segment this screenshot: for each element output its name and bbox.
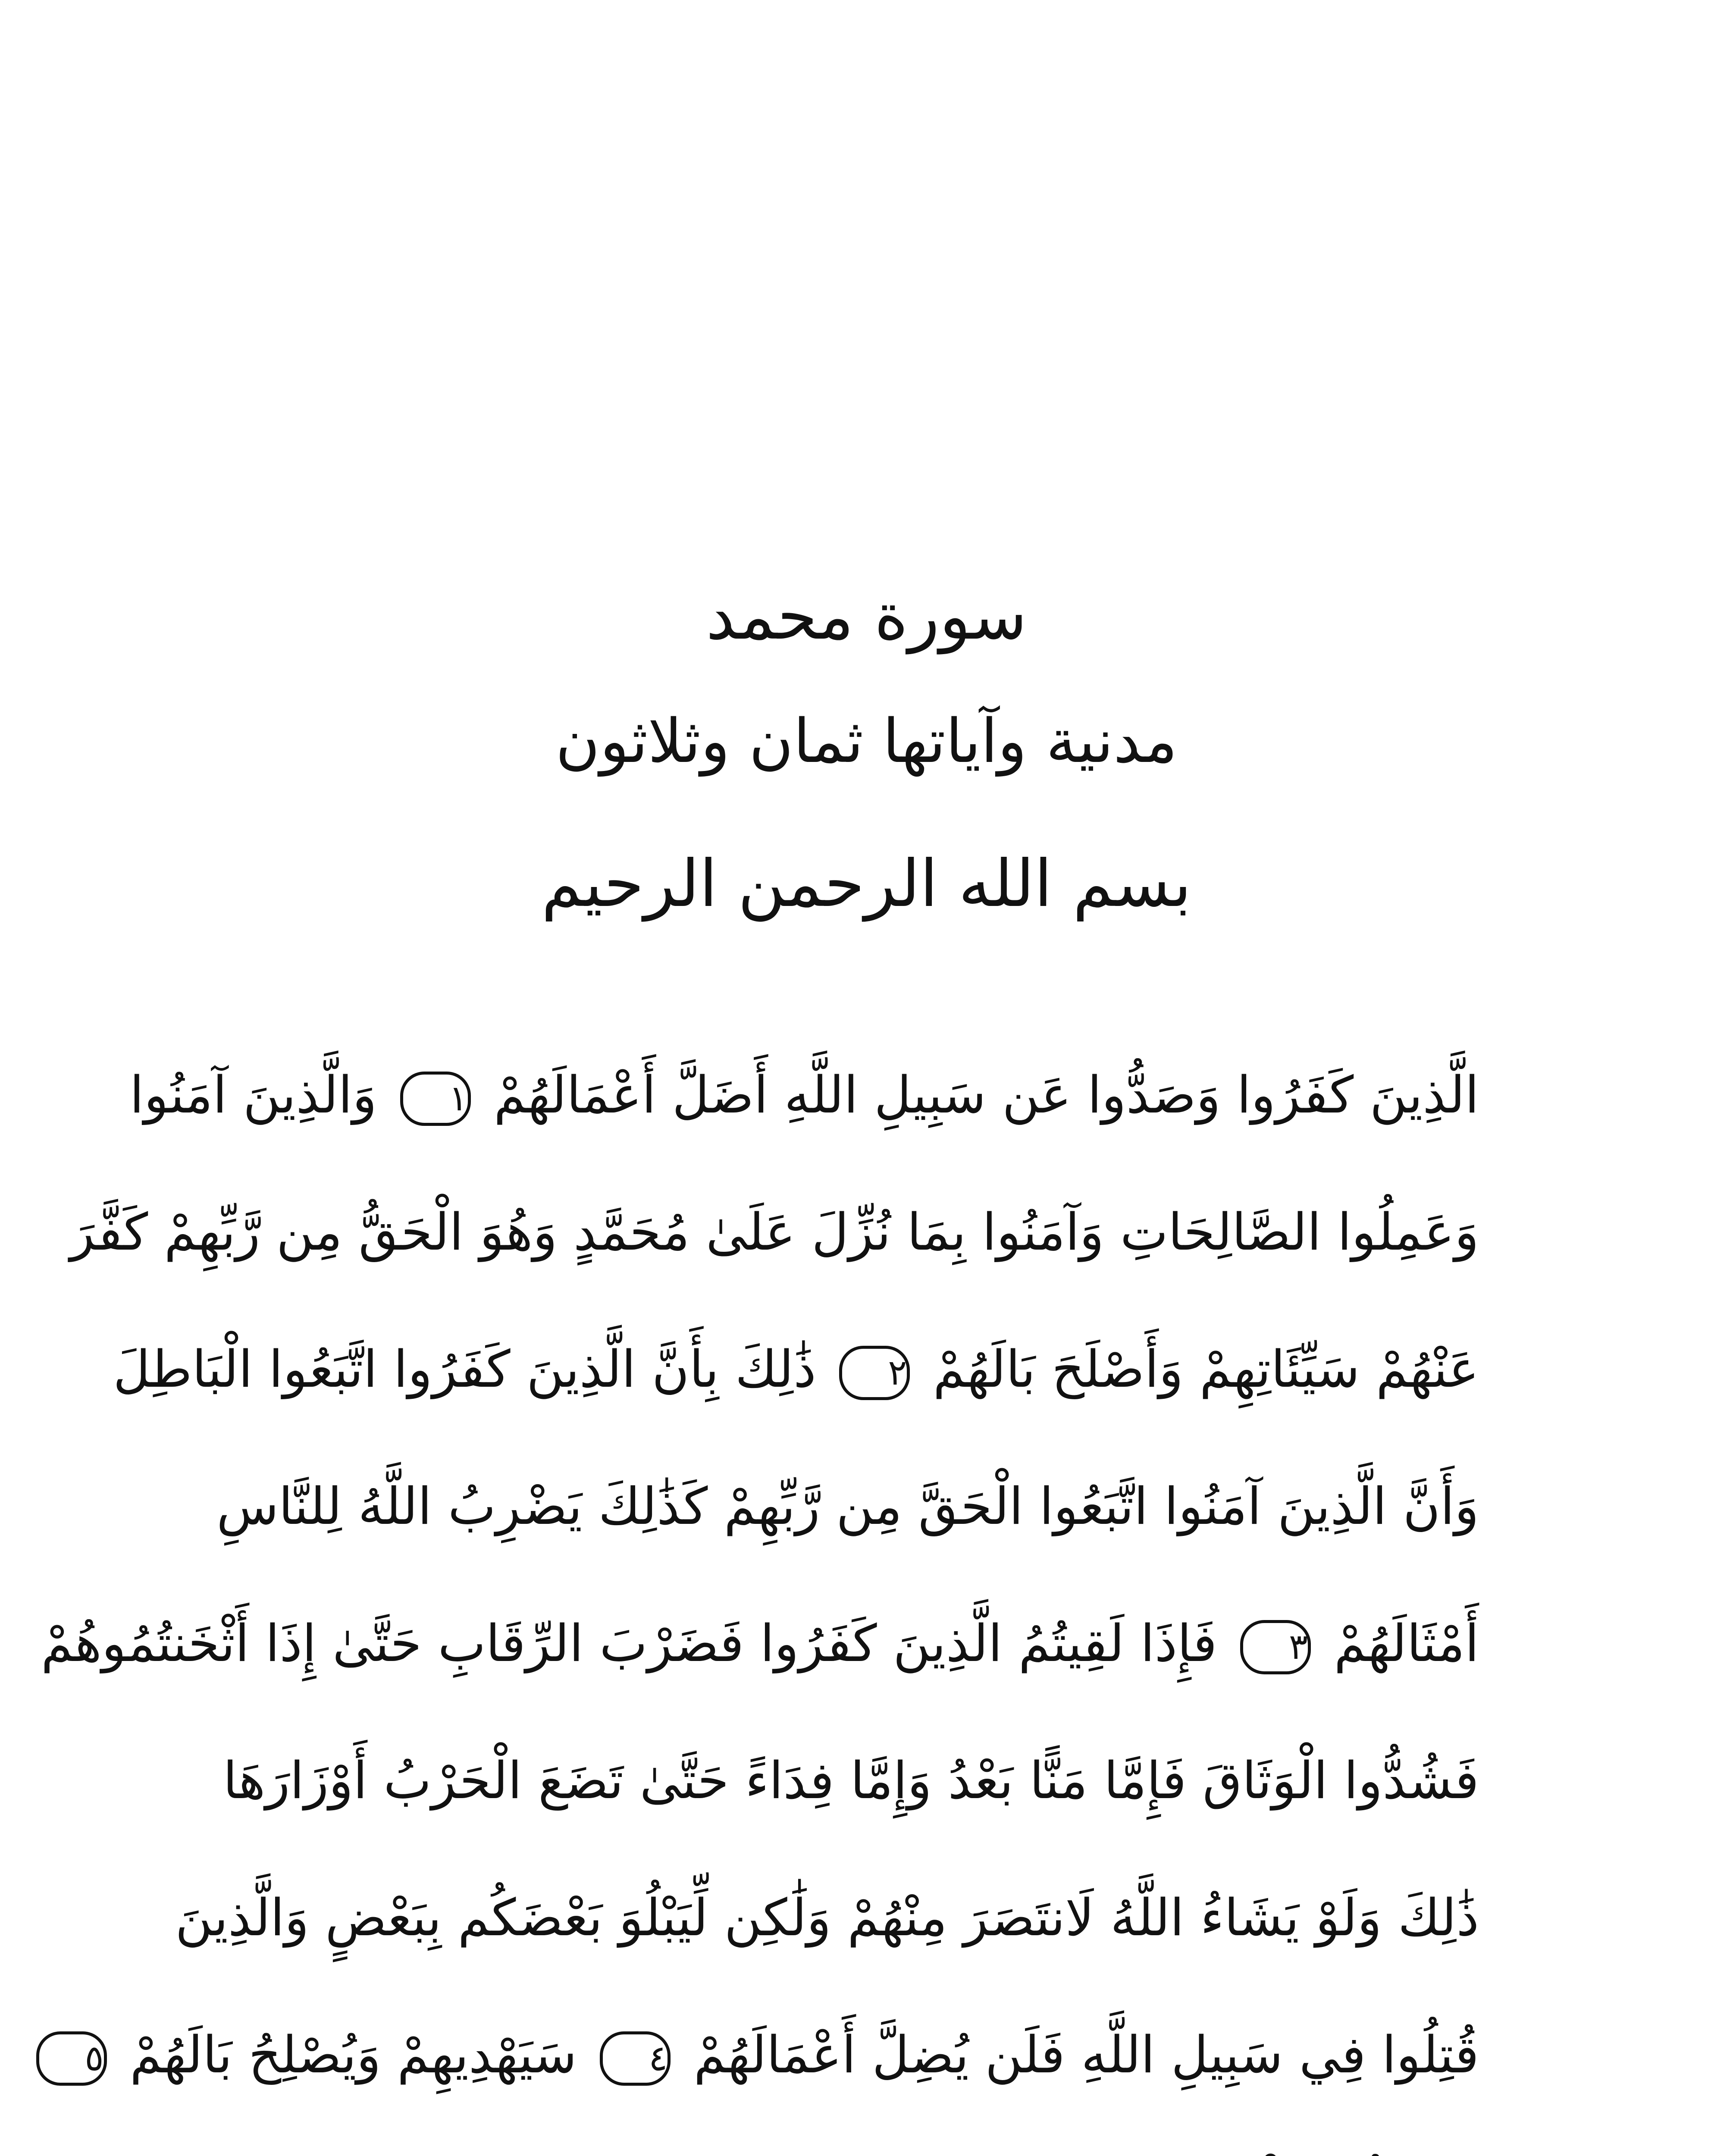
verse-text: فَشُدُّوا الْوَثَاقَ فَإِمَّا مَنًّا بَعْدُ وَإِمَّا فِدَاءً حَتَّىٰ تَضَعَ الْحَرْبُ أَوْزَارَهَا [223,1751,1479,1810]
surah-title: سورة محمد [706,579,1027,654]
verse-line [85,1986,1479,2123]
verse-line [113,1300,1479,1438]
ayah-number-marker: ١ [400,1072,471,1126]
verse-line [70,1163,1479,1300]
verse-text: سَيَهْدِيهِمْ وَيُصْلِحُ بَالَهُمْ [130,2025,577,2084]
surah-info: مدنية وآياتها ثمان وثلاثون [555,706,1178,777]
basmala: بسم الله الرحمن الرحيم [541,846,1192,921]
verse-line [302,2123,1479,2156]
ayah-number-marker: ٥ [36,2031,107,2086]
verse-text: الَّذِينَ كَفَرُوا وَصَدُّوا عَن سَبِيلِ اللَّهِ أَضَلَّ أَعْمَالَهُمْ [494,1065,1479,1125]
verse-line [223,1712,1479,1849]
verse-text: ذَٰلِكَ بِأَنَّ الَّذِينَ كَفَرُوا اتَّبَعُوا الْبَاطِلَ [113,1339,816,1399]
verse-line [41,1575,1479,1712]
verse-text: وَعَمِلُوا الصَّالِحَاتِ وَآمَنُوا بِمَا نُزِّلَ عَلَىٰ مُحَمَّدٍ وَهُوَ الْحَقُّ مِن رَّبِّهِمْ كَفَّرَ [70,1202,1479,1262]
ayah-number-marker: ٢ [839,1346,910,1400]
verse-text: عَنْهُمْ سَيِّئَاتِهِمْ وَأَصْلَحَ بَالَهُمْ [933,1339,1479,1399]
verse-text: ذَٰلِكَ وَلَوْ يَشَاءُ اللَّهُ لَانتَصَرَ مِنْهُمْ وَلَٰكِن لِّيَبْلُوَ بَعْضَكُم بِبَعْضٍ وَالَّذِينَ [175,1888,1479,1947]
verse-line [216,1438,1479,1575]
verse-text: أَمْثَالَهُمْ [1334,1614,1479,1673]
ayah-number-marker: ٤ [600,2031,671,2086]
verse-line [129,1026,1479,1163]
verse-text: وَأَنَّ الَّذِينَ آمَنُوا اتَّبَعُوا الْحَقَّ مِن رَّبِّهِمْ كَذَٰلِكَ يَضْرِبُ اللَّهُ لِلنَّاسِ [216,1476,1479,1536]
verse-text-block [41,1026,1479,2156]
verse-text: وَالَّذِينَ آمَنُوا [129,1065,377,1125]
verse-text: فَإِذَا لَقِيتُمُ الَّذِينَ كَفَرُوا فَضَرْبَ الرِّقَابِ حَتَّىٰ إِذَا أَثْخَنتُمُوهُمْ [41,1614,1217,1673]
ayah-number-marker: ٣ [1240,1620,1311,1674]
verse-text: قُتِلُوا فِي سَبِيلِ اللَّهِ فَلَن يُضِلَّ أَعْمَالَهُمْ [693,2025,1479,2084]
verse-line [175,1849,1479,1986]
